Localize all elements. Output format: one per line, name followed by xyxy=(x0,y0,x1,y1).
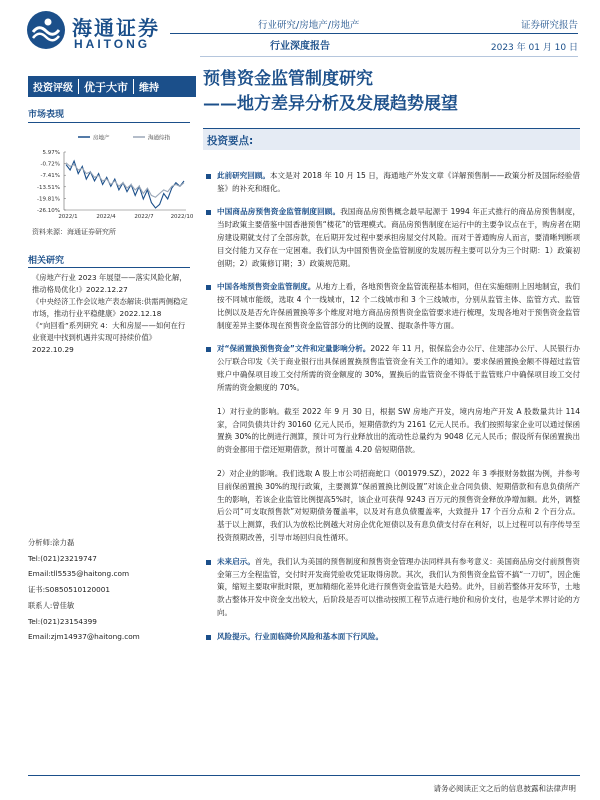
rating-label: 投资评级 xyxy=(33,83,73,94)
haitong-logo-icon xyxy=(26,10,66,50)
analyst-email[interactable]: Email:tll5535@haitong.com xyxy=(28,569,130,579)
key-points-label: 投资要点: xyxy=(207,135,254,147)
y-tick-label: -0.72% xyxy=(40,161,60,168)
key-point-text: 从地方上看，各地预售资金监管流程基本相同，但在实施细则上因地制宜，我们按不同城市能级，选取 4 个一线城市，12 个二线城市和 3 个三线城市，分别从监管主体、监管方式、监管比例以及是否允许保函置换等多个维度对地方商品房预售资金监管要求进行梳理，发现各地对于预售资金监管制度差异主要体现在预售资金监管部分的比例的设置、提取条件等方面。 xyxy=(217,282,580,331)
y-tick-label: 5.97% xyxy=(42,150,60,156)
analyst-name: 分析师:涂力磊 xyxy=(28,538,75,547)
x-tick-label: 2022/10 xyxy=(170,214,193,220)
chart-source: 资料来源：海通证券研究所 xyxy=(32,228,116,236)
report-kind-label: 证券研究报告 xyxy=(520,20,578,31)
report-subtitle: ——地方差异分析及发展趋势展望 xyxy=(203,94,458,114)
y-tick-label: -13.51% xyxy=(37,184,60,191)
key-point-text: 首先，我们认为美国的预售制度和预售资金管理办法同样具有参考意义：美国商品房交付前预售资金第三方全程监管，交付时开发商凭验收凭证取得房款。其次，我们认为预售资金监管不搞“一刀切”，因企施策，缩短主要取审批时限，更加精细化差异化进行预售资金监管是大趋势。此外，目前若整体开发环节，土地款占整体开发中资金支出较大，后阶段是否可以推动按照工程节点进行地价和房价支付，也是学术界讨论的方向。 xyxy=(217,556,580,618)
key-point-text: 我国商品房预售概念最早起源于 1994 年正式推行的商品房预售制度，当时政策主要借鉴中国香港预售“楼花”的管理模式。商品房预售制度在运行中的主要争议点在于，购房者在期房建设期就支付了全部房款，在后期开发过程中要承担房屋交付风险。而对于普通购房人而言，要清晰判断项目交付能力又存在一定困难。我们认为中国预售资金监管制度的发展历程主要可以分为三个时期：1）政策初创期；2）政策修订期；3）政策规范期。 xyxy=(217,207,580,268)
related-research-title: 相关研究 xyxy=(28,256,65,266)
report-category: 行业研究/房地产/房地产 xyxy=(258,20,360,31)
key-point-heading: 中国商品房预售资金监管制度回顾。 xyxy=(217,207,341,217)
market-chart-svg xyxy=(28,130,193,222)
bullet-square-icon xyxy=(206,635,211,640)
key-point-heading: 中国各地预售资金监管制度。 xyxy=(217,282,316,292)
sidebar-rule xyxy=(28,267,190,268)
bullet-square-icon xyxy=(206,560,211,565)
related-research-item[interactable]: 《房地产行业 2023 年展望——落实风险化解，推动格局优化!》2022.12.27 xyxy=(32,273,187,294)
contact-name: 联系人:曾佳敏 xyxy=(28,600,75,610)
x-tick-label: 2022/7 xyxy=(134,214,154,220)
key-point xyxy=(203,631,580,644)
footer-rule xyxy=(28,775,580,776)
risk-text: 行业面临降价风险和基本面下行风险。 xyxy=(254,631,384,641)
key-point xyxy=(203,206,580,271)
key-point-heading: 未来启示。 xyxy=(217,556,255,566)
related-research-list xyxy=(32,272,192,356)
legend-label: 海通综指 xyxy=(148,135,171,142)
key-point xyxy=(203,343,580,395)
market-performance-chart xyxy=(28,130,193,222)
y-tick-label: -19.81% xyxy=(37,196,60,203)
bullet-square-icon xyxy=(206,285,211,290)
report-title: 预售资金监管制度研究 xyxy=(203,69,373,89)
analyst-tel: Tel:(021)23219747 xyxy=(28,553,97,563)
bullet-square-icon xyxy=(206,347,211,352)
key-point-text: 本文是对 2018 年 10 月 15 日，海通地产外发文章《详解预售制——政策分析及国际经验借鉴》的补充和细化。 xyxy=(217,171,580,193)
market-performance-title: 市场表现 xyxy=(28,110,65,120)
related-research-item[interactable]: 《中央经济工作会议地产表态解读:供需两侧稳定市场，推动行业平稳健康》2022.12.18 xyxy=(32,297,188,318)
rating-value: 优于大市 xyxy=(84,80,128,94)
x-tick-label: 2022/4 xyxy=(96,214,116,220)
key-points-banner xyxy=(203,128,580,150)
impact-paragraph: 2）对企业的影响。我们选取 A 股上市公司招商蛇口（001979.SZ），2022 年 3 季报财务数据为例，并参考目前保函置换 30%的现行政策，主要测算“保函置换比例设置”对该企业合同负债、短期借款和有息负债所产生的影响，若该企业监管比例提高5%时，该企业可获得 9243 百万元的预售资金释放净增加额。此外，调整后公司“可支取预售款”对短期债务覆盖率，以及对有息负债覆盖率，大致提升 17 个百分点和 2 个百分点。基于以上测算，我们认为放松比例越大对房企优化短债以及有息负债支付存在利好，以上过程可以有序传导至投资预期改善，引导市场回归良性循环。 xyxy=(217,468,580,543)
analyst-certificate: 证书:S0850510120001 xyxy=(28,585,111,595)
related-research-item[interactable]: 《“向回看”系列研究 4：大和房屋——如何在行业衰退中找到机遇并实现可持续价值》2022.10.29 xyxy=(32,321,186,354)
header-divider-lower xyxy=(200,56,578,57)
investment-rating-box xyxy=(28,76,196,97)
impact-paragraph: 1）对行业的影响。截至 2022 年 9 月 30 日，根据 SW 房地产开发，境内房地产开发 A 股数量共计 114 家，合同负债共计约 30160 亿元人民币，短期借款约为 2161 亿元人民币。我们按照每家企业可以通过保函置换 30%的比例进行测算，预计可为行业释放出的流动性总量约为 9048 亿元人民币；假设所有保函置换出的资金都用于偿还短期借款，预计可覆盖 4.20 倍短期借款。 xyxy=(217,406,580,455)
report-header xyxy=(0,0,600,60)
logo-english-name: HAITONG xyxy=(74,37,151,51)
contact-tel: Tel:(021)23154399 xyxy=(28,616,97,626)
series-line xyxy=(66,163,184,197)
header-divider xyxy=(170,33,578,34)
disclaimer-footer: 请务必阅读正文之后的信息披露和法律声明 xyxy=(433,784,576,793)
key-point xyxy=(203,170,580,196)
report-body xyxy=(203,170,580,654)
rating-action: 维持 xyxy=(139,83,159,94)
x-tick-label: 2022/1 xyxy=(58,214,78,220)
legend-label: 房地产 xyxy=(93,135,110,142)
key-point xyxy=(203,556,580,621)
bullet-square-icon xyxy=(206,174,211,179)
key-point-heading: 对“保函置换预售资金”文件和定量影响分析。 xyxy=(217,344,371,354)
report-date: 2023 年 01 月 10 日 xyxy=(490,43,578,53)
y-tick-label: -7.41% xyxy=(40,173,60,180)
y-tick-label: -26.10% xyxy=(37,208,60,214)
company-logo xyxy=(26,10,176,52)
key-point-text: 2022 年 11 月，银保监会办公厅、住建部办公厅、人民银行办公厅联合印发《关于商业银行出具保函置换预售监管资金有关工作的通知》。要求保函置换金额不得超过监管账户中确保项目竣工交付所需的资金额度的 30%，置换后的监管资金不得低于监管账户中确保项目竣工交付所需的资金额度的 70%。 xyxy=(217,344,580,393)
logo-chinese-name: 海通证券 xyxy=(72,16,160,40)
key-point xyxy=(203,281,580,333)
key-point-heading: 此前研究回顾。 xyxy=(217,171,270,180)
analyst-contacts xyxy=(28,535,193,645)
key-point-heading: 风险提示。 xyxy=(217,631,255,641)
bullet-square-icon xyxy=(206,210,211,215)
report-type: 行业深度报告 xyxy=(270,41,330,52)
sidebar-rule xyxy=(28,122,190,123)
contact-email[interactable]: Email:zjm14937@haitong.com xyxy=(28,632,140,642)
